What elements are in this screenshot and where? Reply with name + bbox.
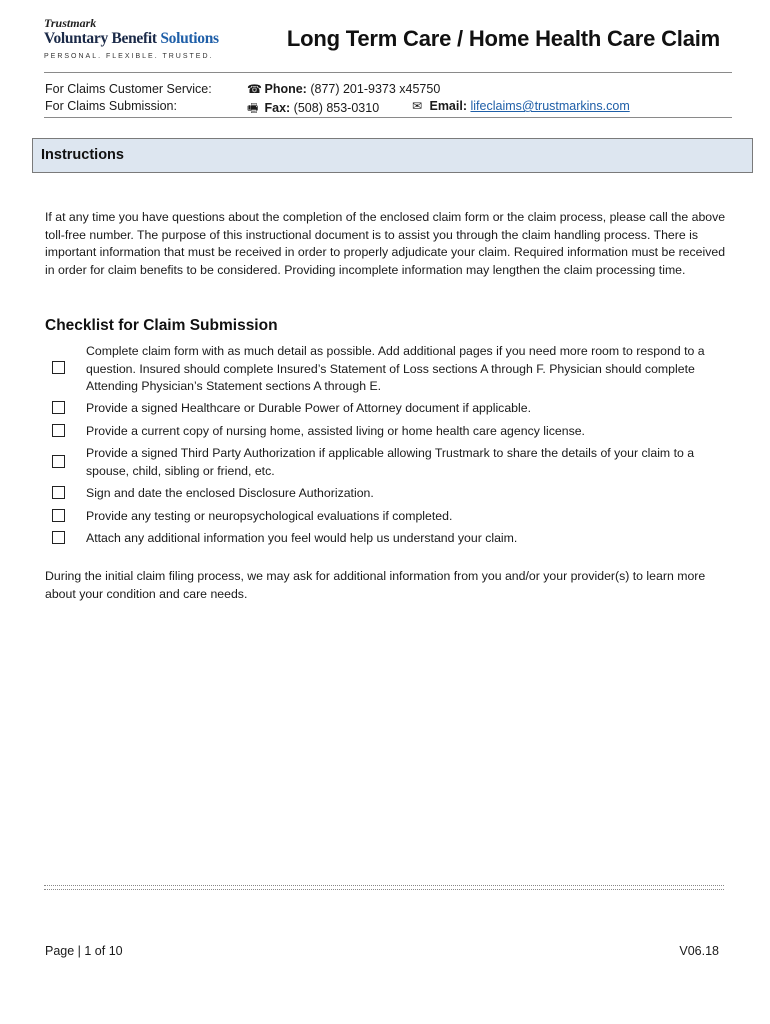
email-line: [412, 99, 630, 113]
service-label: For Claims Customer Service:: [45, 82, 212, 96]
checklist-item: Provide any testing or neuropsychological evaluations if completed.: [86, 509, 453, 523]
checklist-item: Complete claim form with as much detail as possible. Add additional pages if you need more room to respond to a question. Insured should complete Insured’s Statement of Loss sections A through F. Physician should complete Attending Physician’s Statement sections A through E.: [86, 344, 705, 393]
checklist-heading: Checklist for Claim Submission: [45, 317, 278, 334]
checklist-checkbox[interactable]: [52, 486, 65, 499]
checklist-checkbox[interactable]: [52, 509, 65, 522]
checklist-item: Provide a signed Healthcare or Durable Power of Attorney document if applicable.: [86, 401, 531, 415]
closing-paragraph: During the initial claim filing process, we may ask for additional information from you and/or your provider(s) to learn more about your condition and care needs.: [45, 569, 706, 601]
checklist-item: Attach any additional information you feel would help us understand your claim.: [86, 531, 518, 545]
header-divider: [44, 72, 732, 73]
page-number: Page | 1 of 10: [45, 944, 123, 958]
trustmark-logo: [44, 16, 234, 60]
footer-divider: [44, 885, 724, 890]
fax-value: (508) 853-0310: [293, 101, 380, 115]
phone-icon: ☎: [247, 82, 262, 96]
contact-divider: [44, 117, 732, 118]
logo-brand-accent: Solutions: [160, 30, 219, 47]
logo-brand-top: Trustmark: [44, 16, 97, 30]
phone-label: Phone:: [264, 82, 307, 96]
submission-label: For Claims Submission:: [45, 99, 177, 113]
checklist-item: Provide a signed Third Party Authorization if applicable allowing Trustmark to share the details of your claim to a spouse, child, sibling or friend, etc.: [86, 446, 695, 478]
email-label: Email:: [429, 99, 467, 113]
checklist-item: Sign and date the enclosed Disclosure Authorization.: [86, 486, 374, 500]
phone-line: [247, 82, 440, 96]
checklist-checkbox[interactable]: [52, 531, 65, 544]
instructions-heading: Instructions: [41, 147, 124, 163]
checklist-checkbox[interactable]: [52, 455, 65, 468]
checklist-item: Provide a current copy of nursing home, assisted living or home health care agency license.: [86, 424, 585, 438]
envelope-icon: ✉: [412, 99, 423, 113]
checklist-checkbox[interactable]: [52, 361, 65, 374]
instructions-header: [32, 138, 753, 173]
phone-value: (877) 201-9373 x45750: [310, 82, 441, 96]
fax-icon: 🖷: [247, 101, 259, 115]
checklist-checkbox[interactable]: [52, 424, 65, 437]
email-link[interactable]: lifeclaims@trustmarkins.com: [470, 99, 630, 113]
logo-brand-main: [44, 30, 234, 48]
fax-label: Fax:: [264, 101, 291, 115]
logo-tagline: PERSONAL. FLEXIBLE. TRUSTED.: [44, 53, 214, 60]
instructions-intro: If at any time you have questions about the completion of the enclosed claim form or the claim process, please call the above toll-free number. The purpose of this instructional document is to assist you through the claim handling process. There is important information that must be received in order to properly adjudicate your claim. Required information must be received in order for claim benefits to be considered. Providing incomplete information may lengthen the claim processing time.: [45, 210, 726, 277]
form-version: V06.18: [679, 944, 719, 958]
checklist-checkbox[interactable]: [52, 401, 65, 414]
page-title: Long Term Care / Home Health Care Claim: [286, 26, 720, 51]
logo-brand-main-text: Voluntary Benefit: [44, 30, 161, 47]
